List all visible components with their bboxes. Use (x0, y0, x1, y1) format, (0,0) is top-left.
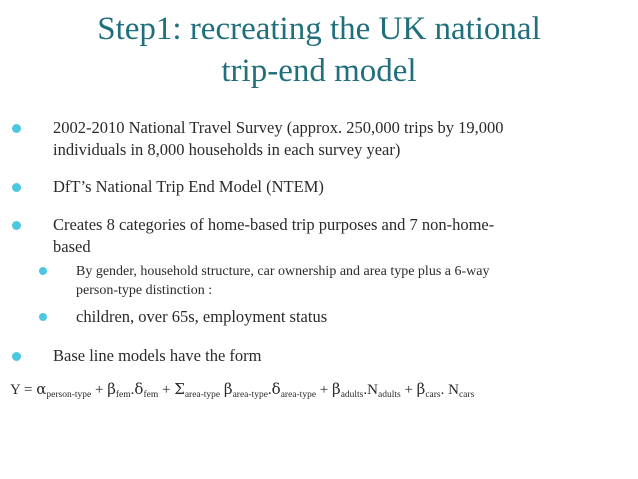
bullet-text: Creates 8 categories of home-based trip purposes and 7 non-home- (53, 215, 495, 234)
formula-dot: . (130, 382, 135, 398)
formula-plus: + (316, 382, 333, 398)
formula-beta-subscript: adults (340, 390, 364, 400)
formula-delta: δ (271, 380, 281, 398)
formula-beta: β (332, 380, 341, 398)
formula-beta-subscript: fem (115, 390, 131, 400)
bullet-dot-icon (12, 352, 21, 361)
bullet-text: individuals in 8,000 households in each survey year) (53, 140, 401, 159)
slide-title-line-1: Step1: recreating the UK national (97, 11, 541, 47)
formula-n-subscript: cars (458, 390, 475, 400)
slide-title (0, 8, 638, 92)
formula-plus: + (158, 382, 175, 398)
slide-title-line-2: trip-end model (221, 53, 417, 89)
formula-dot: . (267, 382, 272, 398)
bullet-dot-icon (12, 124, 21, 133)
formula-beta: β (107, 380, 116, 398)
sub-bullet-text: By gender, household structure, car ownership and area type plus a 6-way (76, 264, 490, 279)
bullet-text: DfT’s National Trip End Model (NTEM) (53, 177, 324, 196)
formula-beta: β (223, 380, 233, 398)
sub-bullet-dot-icon (39, 267, 47, 275)
formula-equals: = (20, 382, 37, 398)
formula-beta-subscript: area-type (232, 390, 268, 400)
formula-y: Y (10, 382, 21, 398)
formula-delta-subscript: fem (143, 390, 159, 400)
formula-plus: + (400, 382, 417, 398)
bullet-text: based (53, 237, 91, 256)
formula-delta: δ (134, 380, 144, 398)
formula-beta-subscript: cars (425, 390, 441, 400)
formula-beta: β (416, 380, 426, 398)
formula-delta-subscript: area-type (280, 390, 317, 400)
model-formula (10, 378, 474, 406)
formula-n: .N (363, 382, 378, 398)
sub-bullet-text: children, over 65s, employment status (76, 307, 328, 326)
bullet-text: Base line models have the form (53, 346, 262, 365)
formula-n-subscript: adults (377, 390, 401, 400)
formula-n: . N (440, 382, 459, 398)
formula-alpha-subscript: person-type (46, 390, 92, 400)
formula-sigma: Σ (174, 380, 185, 398)
bullet-dot-icon (12, 221, 21, 230)
sub-bullet-text: person-type distinction : (76, 283, 213, 298)
formula-sigma-subscript: area-type (184, 390, 221, 400)
bullet-dot-icon (12, 183, 21, 192)
bullet-text: 2002-2010 National Travel Survey (approx. 250,000 trips by 19,000 (53, 118, 504, 137)
sub-bullet-dot-icon (39, 313, 47, 321)
formula-alpha: α (36, 380, 47, 398)
formula-plus: + (91, 382, 108, 398)
